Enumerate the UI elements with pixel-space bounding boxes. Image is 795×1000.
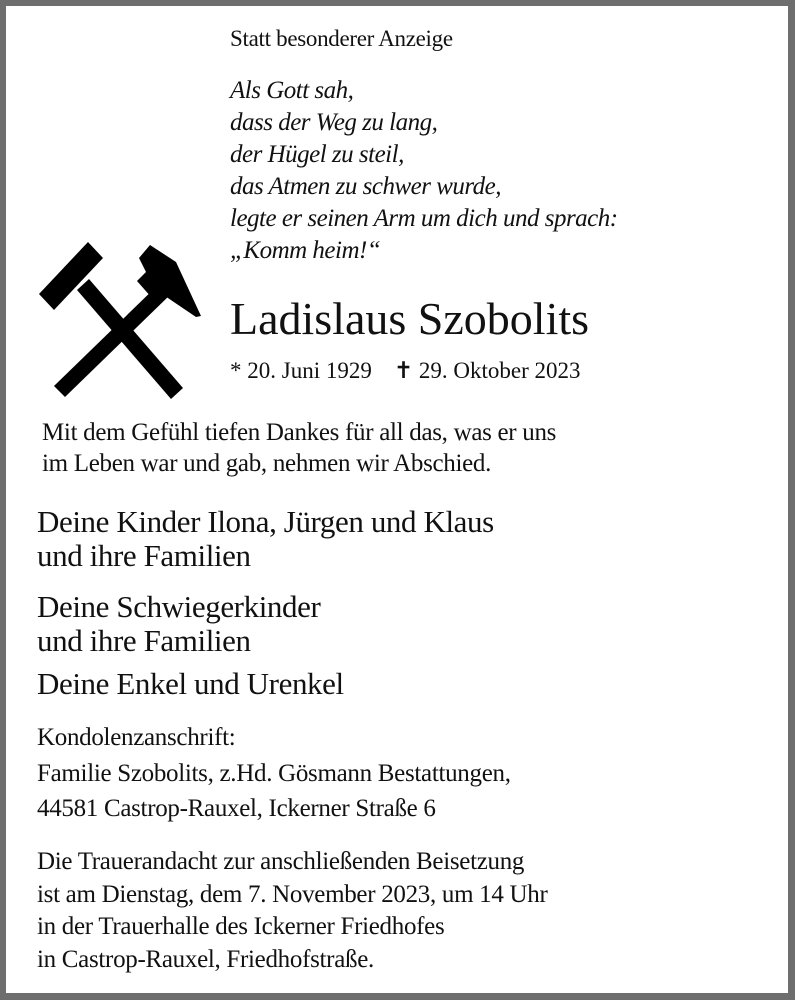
obituary-notice <box>6 6 788 993</box>
condolence-line: Familie Szobolits, z.Hd. Gösmann Bestattungen, <box>37 760 511 787</box>
service-line: in Castrop-Rauxel, Friedhofstraße. <box>37 945 374 973</box>
poem-line: dass der Weg zu lang, <box>230 109 438 136</box>
thanks-text <box>42 417 556 479</box>
notice-header: Statt besonderer Anzeige <box>230 26 453 51</box>
deceased-name: Ladislaus Szobolits <box>230 293 590 344</box>
service-line: ist am Dienstag, dem 7. November 2023, um 14 Uhr <box>37 880 548 908</box>
mourner-line: und ihre Familien <box>37 538 251 573</box>
hammer-and-pick-icon <box>33 232 209 402</box>
poem-line: der Hügel zu steil, <box>230 141 404 168</box>
mourner-group-children <box>37 505 494 573</box>
poem-line: Als Gott sah, <box>230 77 354 104</box>
condolence-label: Kondolenzanschrift: <box>37 724 236 751</box>
funeral-service-info <box>37 846 548 976</box>
poem <box>230 75 618 267</box>
mourner-line: Deine Enkel und Urenkel <box>37 666 344 701</box>
mourner-group-in-laws <box>37 590 320 658</box>
poem-line: „Komm heim!“ <box>230 237 381 264</box>
mourner-line: Deine Schwiegerkinder <box>37 589 321 624</box>
mourner-line: Deine Kinder Ilona, Jürgen und Klaus <box>37 504 494 539</box>
mourner-line: und ihre Familien <box>37 623 251 658</box>
poem-line: legte er seinen Arm um dich und sprach: <box>230 205 618 232</box>
service-line: in der Trauerhalle des Ickerner Friedhofes <box>37 913 445 940</box>
poem-line: das Atmen zu schwer wurde, <box>230 173 502 200</box>
death-date: ✝ 29. Oktober 2023 <box>393 358 581 383</box>
mourner-group-grandchildren <box>37 667 344 701</box>
condolence-line: 44581 Castrop-Rauxel, Ickerner Straße 6 <box>37 795 436 822</box>
thanks-line: Mit dem Gefühl tiefen Dankes für all das, was er uns <box>42 419 557 446</box>
birth-date: * 20. Juni 1929 <box>230 358 372 383</box>
thanks-line: im Leben war und gab, nehmen wir Abschied. <box>42 450 492 477</box>
condolence-address <box>37 720 511 826</box>
life-dates <box>230 358 580 384</box>
service-line: Die Trauerandacht zur anschließenden Beisetzung <box>37 848 525 875</box>
